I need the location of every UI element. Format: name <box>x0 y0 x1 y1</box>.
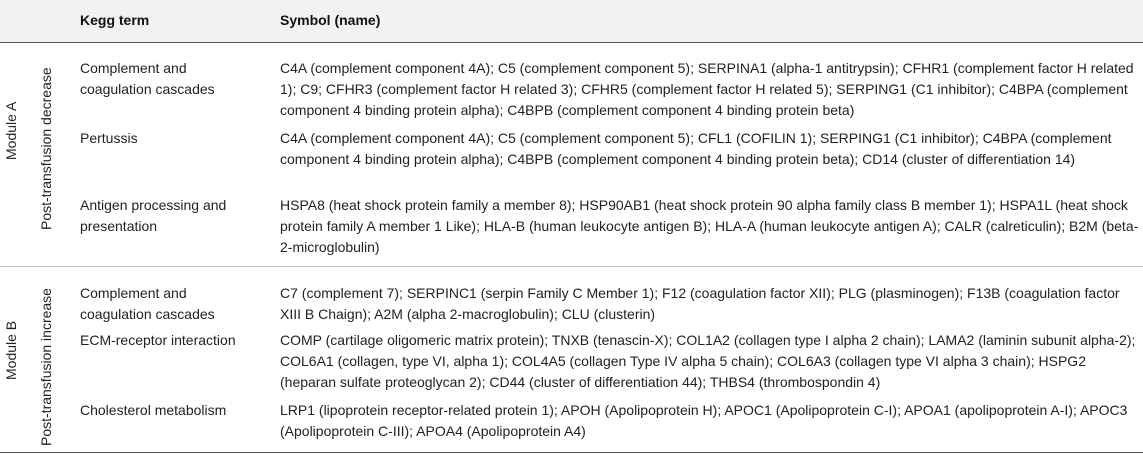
module-a-term-3: Antigen processing and presentation <box>80 197 227 234</box>
module-a-direction: Post-transfusion decrease <box>38 67 54 230</box>
module-b-symbols-1: C7 (complement 7); SERPINC1 (serpin Family C Member 1); F12 (coagulation factor XII); PLG (plasminogen); F13B (coagulation factor XIII B Chaign); A2M (alpha 2-macroglobulin); CLU (clusterin) <box>280 285 1120 322</box>
module-b-term-3: Cholesterol metabolism <box>80 402 227 418</box>
module-a-symbols-1: C4A (complement component 4A); C5 (complement component 5); SERPINA1 (alpha-1 antitrypsin); CFHR1 (complement factor H related 1); C9; CFHR3 (complement factor H related 3); CFHR5 (complement factor H related 5); SERPING1 (C1 inhibitor); C4BPA (complement component 4 binding protein alpha); C4BPB (complement component 4 binding protein beta) <box>280 60 1134 118</box>
module-a-term-1: Complement and coagulation cascades <box>80 60 215 97</box>
module-a-label: Module A <box>3 101 19 160</box>
module-b-label: Module B <box>3 320 19 380</box>
header-symbol: Symbol (name) <box>280 12 381 28</box>
module-b-symbols-3: LRP1 (lipoprotein receptor-related protein 1); APOH (Apolipoprotein H); APOC1 (Apolipoprotein C-I); APOA1 (apolipoprotein A-I); APOC3 (Apolipoprotein C-III); APOA4 (Apolipoprotein A4) <box>280 402 1128 439</box>
header-kegg-term: Kegg term <box>80 12 150 28</box>
module-a-symbols-2: C4A (complement component 4A); C5 (complement component 5); CFL1 (COFILIN 1); SERPING1 (C1 inhibitor); C4BPA (complement component 4 binding protein alpha); C4BPB (complement component 4 binding protein beta); CD14 (cluster of differentiation 14) <box>280 130 1112 167</box>
header-rule <box>0 42 1143 43</box>
module-b-term-1: Complement and coagulation cascades <box>80 285 215 322</box>
module-b-symbols-2: COMP (cartilage oligomeric matrix protein); TNXB (tenascin-X); COL1A2 (collagen type I alpha 2 chain); LAMA2 (laminin subunit alpha-2); COL6A1 (collagen, type VI, alpha 1); COL4A5 (collagen Type IV alpha 5 chain); COL6A3 (collagen type VI alpha 3 chain); HSPG2 (heparan sulfate proteoglycan 2); CD44 (cluster of differentiation 44); THBS4 (thrombospondin 4) <box>280 332 1136 390</box>
table-header <box>0 0 1143 42</box>
module-a-symbols-3: HSPA8 (heat shock protein family a member 8); HSP90AB1 (heat shock protein 90 alpha family class B member 1); HSPA1L (heat shock protein family A member 1 Like); HLA-B (human leukocyte antigen B); HLA-A (human leukocyte antigen A); CALR (calreticulin); B2M (beta-2-microglobulin) <box>280 197 1139 255</box>
module-b-term-2: ECM-receptor interaction <box>80 332 236 348</box>
module-divider <box>0 266 1143 267</box>
module-b-direction: Post-transfusion increase <box>38 288 54 446</box>
module-a-term-2: Pertussis <box>80 130 138 146</box>
bottom-rule <box>0 452 1143 453</box>
